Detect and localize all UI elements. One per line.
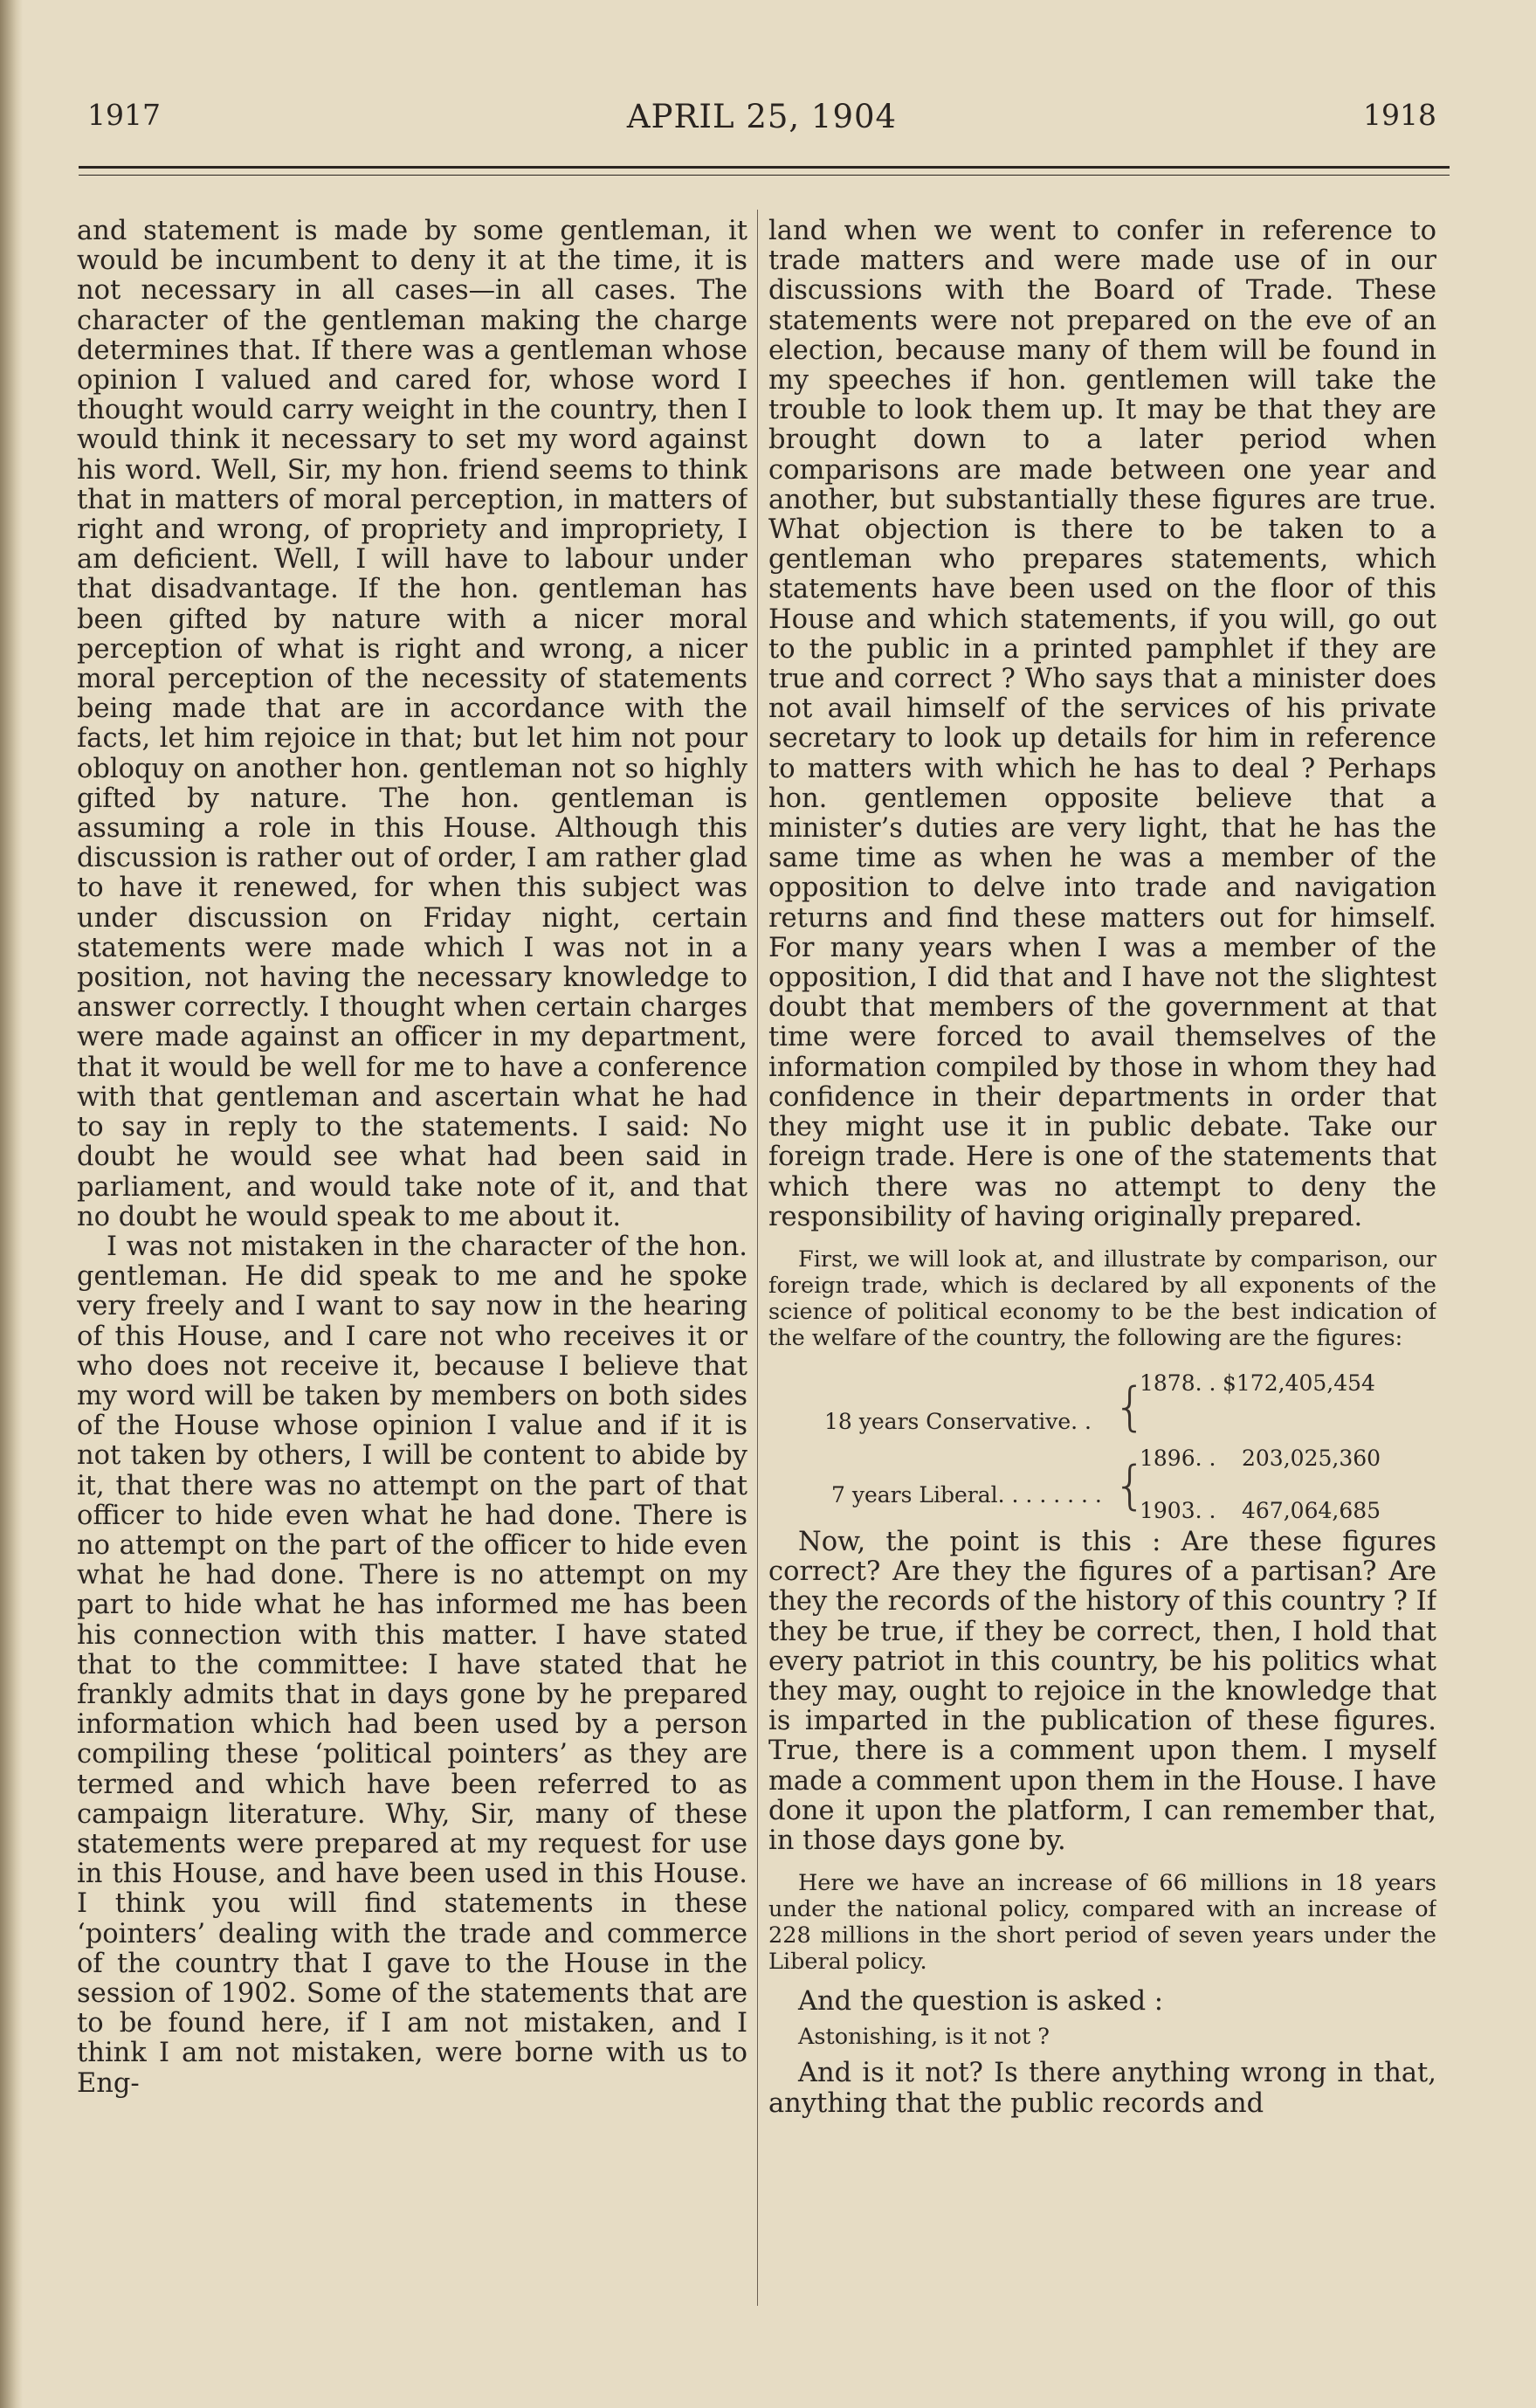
- brace-liberal: {: [1113, 1454, 1147, 1516]
- trade-figures-table: [768, 1363, 1436, 1523]
- liberal-label: 7 years Liberal. . . . . . . .: [831, 1481, 1102, 1508]
- quoted-pointer-2: Here we have an increase of 66 millions in 18 years under the national policy, compared with an increase of 228 millions in the short period of seven years under the Liberal policy.: [768, 1870, 1436, 1976]
- header-rule-thin: [79, 175, 1450, 176]
- right-paragraph-3: And the question is asked :: [798, 1986, 1164, 2018]
- right-paragraph-4: And is it not? Is there anything wrong in that, anything that the public records and: [768, 2058, 1436, 2119]
- right-paragraph-2: Now, the point is this : Are these figures correct? Are they the figures of a partisan? Are they the records of the history of this country ? If they be true, if they be correct, then, I hold that every patriot in this country, be his politics what they may, ought to rejoice in the knowledge that is imparted in the publication of these figures. True, there is a comment upon them. I myself made a comment upon them in the House. I have done it upon the platform, I can remember that, in those days gone by.: [768, 1526, 1436, 1856]
- value-1903: 467,064,685: [1242, 1497, 1381, 1523]
- quoted-pointer-3: Astonishing, is it not ?: [798, 2024, 1050, 2051]
- year-1903: 1903. .: [1140, 1497, 1216, 1523]
- year-1896: 1896. .: [1140, 1445, 1216, 1471]
- value-1878: $172,405,454: [1223, 1370, 1375, 1396]
- binding-shadow: [0, 0, 23, 2408]
- left-paragraph-1: and statement is made by some gentleman, it would be incumbent to deny it at the time, it is not necessary in all cases—in all cases. The character of the gentleman making the charge determines that. If there was a gentleman whose opinion I valued and cared for, whose word I thought would carry weight in the country, then I would think it necessary to set my word against his word. Well, Sir, my hon. friend seems to think that in matters of moral perception, in matters of right and wrong, of propriety and impropriety, I am deficient. Well, I will have to labour under that disadvantage. If the hon. gentleman has been gifted by nature with a nicer moral perception of what is right and wrong, a nicer moral perception of the necessity of statements being made that are in accordance with the facts, let him rejoice in that; but let him not pour obloquy on another hon. gentleman not so highly gifted by nature. The hon. gentleman is assuming a role in this House. Although this discussion is rather out of order, I am rather glad to have it renewed, for when this subject was under discussion on Friday night, certain statements were made which I was not in a position, not having the necessary knowledge to answer correctly. I thought when certain charges were made against an officer in my department, that it would be well for me to have a conference with that gentleman and ascertain what he had to say in reply to the statements. I said: No doubt he would see what had been said in parliament, and would take note of it, and that no doubt he would speak to me about it.: [77, 217, 747, 1232]
- left-paragraph-2: I was not mistaken in the character of the hon. gentleman. He did speak to me and he spoke very freely and I want to say now in the hearing of this House, and I care not who receives it or who does not receive it, because I believe that my word will be taken by members on both sides of the House whose opinion I value and if it is not taken by others, I will be content to abide by it, that there was no attempt on the part of that officer to hide even what he had done. There is no attempt on the part of the officer to hide even what he had done. There is no attempt on my part to hide what he has informed me has been his connection with this matter. I have stated that to the committee: I have stated that he frankly admits that in days gone by he prepared information which had been used by a person compiling these ‘political pointers’ as they are termed and which have been referred to as campaign literature. Why, Sir, many of these statements were prepared at my request for use in this House, and have been used in this House. I think you will find statements in these ‘pointers’ dealing with the trade and commerce of the country that I gave to the House in the session of 1902. Some of the statements that are to be found here, if I am not mistaken, and I think I am not mistaken, were borne with us to Eng-: [77, 1231, 747, 2099]
- left-page-number: 1917: [87, 98, 161, 132]
- conservative-label: 18 years Conservative. .: [824, 1408, 1092, 1434]
- header-date: APRIL 25, 1904: [626, 98, 898, 135]
- quoted-pointer-1: First, we will look at, and illustrate by comparison, our foreign trade, which is declared by all exponents of the science of political economy to be the best indication of the welfare of the country, the following are the figures:: [768, 1245, 1436, 1351]
- year-1878: 1878. .: [1140, 1370, 1216, 1396]
- right-page-number: 1918: [1363, 98, 1436, 132]
- page-header: [87, 98, 1436, 150]
- header-rule-thick: [79, 166, 1450, 169]
- brace-conservative: {: [1113, 1376, 1147, 1438]
- right-column: [768, 217, 1436, 2322]
- value-1896: 203,025,360: [1242, 1445, 1381, 1471]
- right-paragraph-1: land when we went to confer in reference to trade matters and were made use of in our discussions with the Board of Trade. These statements were not prepared on the eve of an election, because many of them will be found in my speeches if hon. gentlemen will take the trouble to look them up. It may be that they are brought down to a later period when comparisons are made between one year and another, but substantially these figures are true. What objection is there to be taken to a gentleman who prepares statements, which statements have been used on the floor of this House and which statements, if you will, go out to the public in a printed pamphlet if they are true and correct ? Who says that a minister does not avail himself of the services of his private secretary to look up details for him in reference to matters with which he has to deal ? Perhaps hon. gentlemen opposite believe that a minister’s duties are very light, that he has the same time as when he was a member of the opposition to delve into trade and navigation returns and find these matters out for himself. For many years when I was a member of the opposition, I did that and I have not the slightest doubt that members of the government at that time were forced to avail themselves of the information compiled by those in whom they had confidence in their departments in order that they might use it in public debate. Take our foreign trade. Here is one of the statements that which there was no attempt to deny the responsibility of having originally prepared.: [768, 217, 1436, 1232]
- left-column: [77, 217, 747, 2322]
- column-divider: [757, 210, 758, 2306]
